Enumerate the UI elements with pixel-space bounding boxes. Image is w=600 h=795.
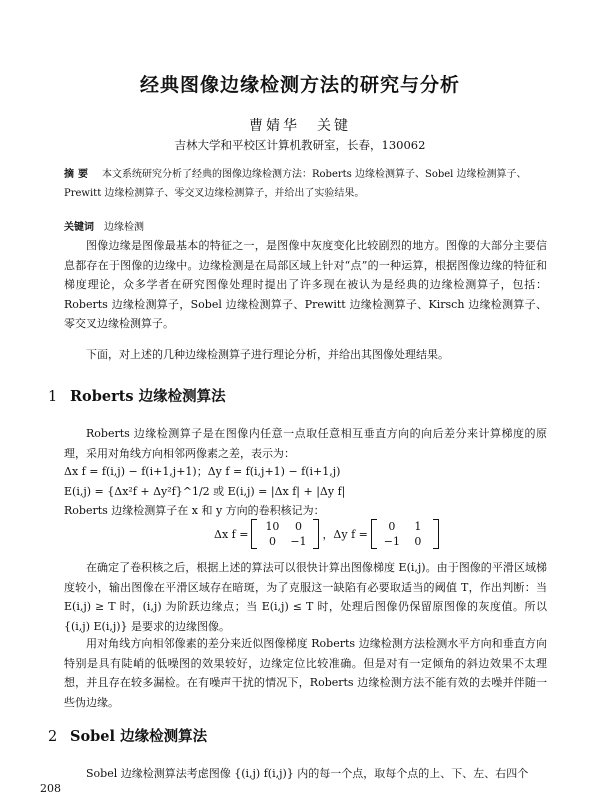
intro-paragraph-2: 下面，对上述的几种边缘检测算子进行理论分析，并给出其图像处理结果。 <box>86 348 449 361</box>
section-1-paragraph-1: Roberts 边缘检测算子是在图像内任意一点取任意相互垂直方向的向后差分来计算梯度的原理，采用对角线方向相邻两像素之差，表示为： <box>64 427 547 460</box>
abstract <box>64 165 544 203</box>
kernel-y-cell: −1 <box>383 535 400 548</box>
keywords-label: 关键词 <box>64 222 94 233</box>
kernel-y-label: ，Δy f = <box>322 528 368 541</box>
section-2-title: Sobel 边缘检测算法 <box>70 728 208 745</box>
kernel-x-cell: 10 <box>265 520 280 533</box>
affiliation: 吉林大学和平校区计算机教研室，长春，130062 <box>174 138 426 152</box>
keywords <box>64 218 544 233</box>
intro-paragraph-1: 图像边缘是图像最基本的特征之一，是图像中灰度变化比较剧烈的地方。图像的大部分主要信息都存在于图像的边缘中。边缘检测是在局部区域上针对“点”的一种运算，根据图像边缘的特征和梯度理论，众多学者在研究图像处理时提出了许多现在被认为是经典的边缘检测算子，包括：Roberts 边缘检测算子，Sobel 边缘检测算子、Prewitt 边缘检测算子、Kirsch 边缘检测算子、零交叉边缘检测算子。 <box>64 239 547 330</box>
kernel-x-cell: −1 <box>290 535 307 548</box>
kernel-y-matrix <box>371 519 439 549</box>
equation-2: E(i,j) = {Δx²f + Δy²f}^1/2 或 E(i,j) = |Δx f| + |Δy f| <box>64 485 346 498</box>
roberts-kernels <box>214 519 439 549</box>
kernel-x-cell: 0 <box>268 535 276 548</box>
page-number: 208 <box>40 782 61 795</box>
section-1-paragraph-3: 用对角线方向相邻像素的差分来近似图像梯度 Roberts 边缘检测方法检测水平方向和垂直方向特别是具有陡峭的低噪图的效果较好，边缘定位比较准确。但是对有一定倾角的斜边效果不太理想，并且存在较多漏检。在有噪声干扰的情况下，Roberts 边缘检测方法不能有效的去噪并伴随一些伪边缘。 <box>64 637 547 709</box>
section-2-paragraph-1: Sobel 边缘检测算法考虑图像 {(i,j) f(i,j)} 内的每一个点，取每个点的上、下、左、右四个 <box>86 767 529 780</box>
kernel-y-cell: 0 <box>388 520 396 533</box>
kernel-x-matrix <box>251 519 319 549</box>
section-1-paragraph-2: 在确定了卷积核之后，根据上述的算法可以很快计算出图像梯度 E(i,j)。由于图像的平滑区域梯度较小，输出图像在平滑区域存在暗斑，为了克服这一缺陷有必要取适当的阈值 T，作出判断：当 E(i,j) ≥ T 时，(i,j) 为阶跃边缘点；当 E(i,j) ≤ T 时，处理后图像仍保留原图像的灰度值。所以 {(i,j) E(i,j)} 是要求的边缘图像。 <box>64 561 547 633</box>
abstract-label: 摘要 <box>64 169 92 180</box>
kernel-x-label: Δx f = <box>214 527 249 541</box>
kernel-y-cell: 1 <box>414 520 422 533</box>
kernel-y-cell: 0 <box>414 535 422 548</box>
section-2-heading <box>48 725 207 746</box>
paper-title: 经典图像边缘检测方法的研究与分析 <box>139 74 460 96</box>
keywords-text: 边缘检测 <box>104 222 144 233</box>
section-1-number: 1 <box>48 389 58 405</box>
section-1-heading <box>48 385 226 406</box>
section-2-number: 2 <box>48 729 58 745</box>
section-1-title: Roberts 边缘检测算法 <box>70 388 226 405</box>
kernel-x-cell: 0 <box>294 520 302 533</box>
authors: 曹婧华 关键 <box>249 118 351 134</box>
equation-1: Δx f = f(i,j) − f(i+1,j+1)；Δy f = f(i,j+1) − f(i+1,j) <box>64 465 341 478</box>
abstract-text: 本文系统研究分析了经典的图像边缘检测方法：Roberts 边缘检测算子、Sobel 边缘检测算子、Prewitt 边缘检测算子、零交叉边缘检测算子，并给出了实验结果。 <box>64 169 527 199</box>
kernel-intro: Roberts 边缘检测算子在 x 和 y 方向的卷积核记为： <box>64 504 325 517</box>
